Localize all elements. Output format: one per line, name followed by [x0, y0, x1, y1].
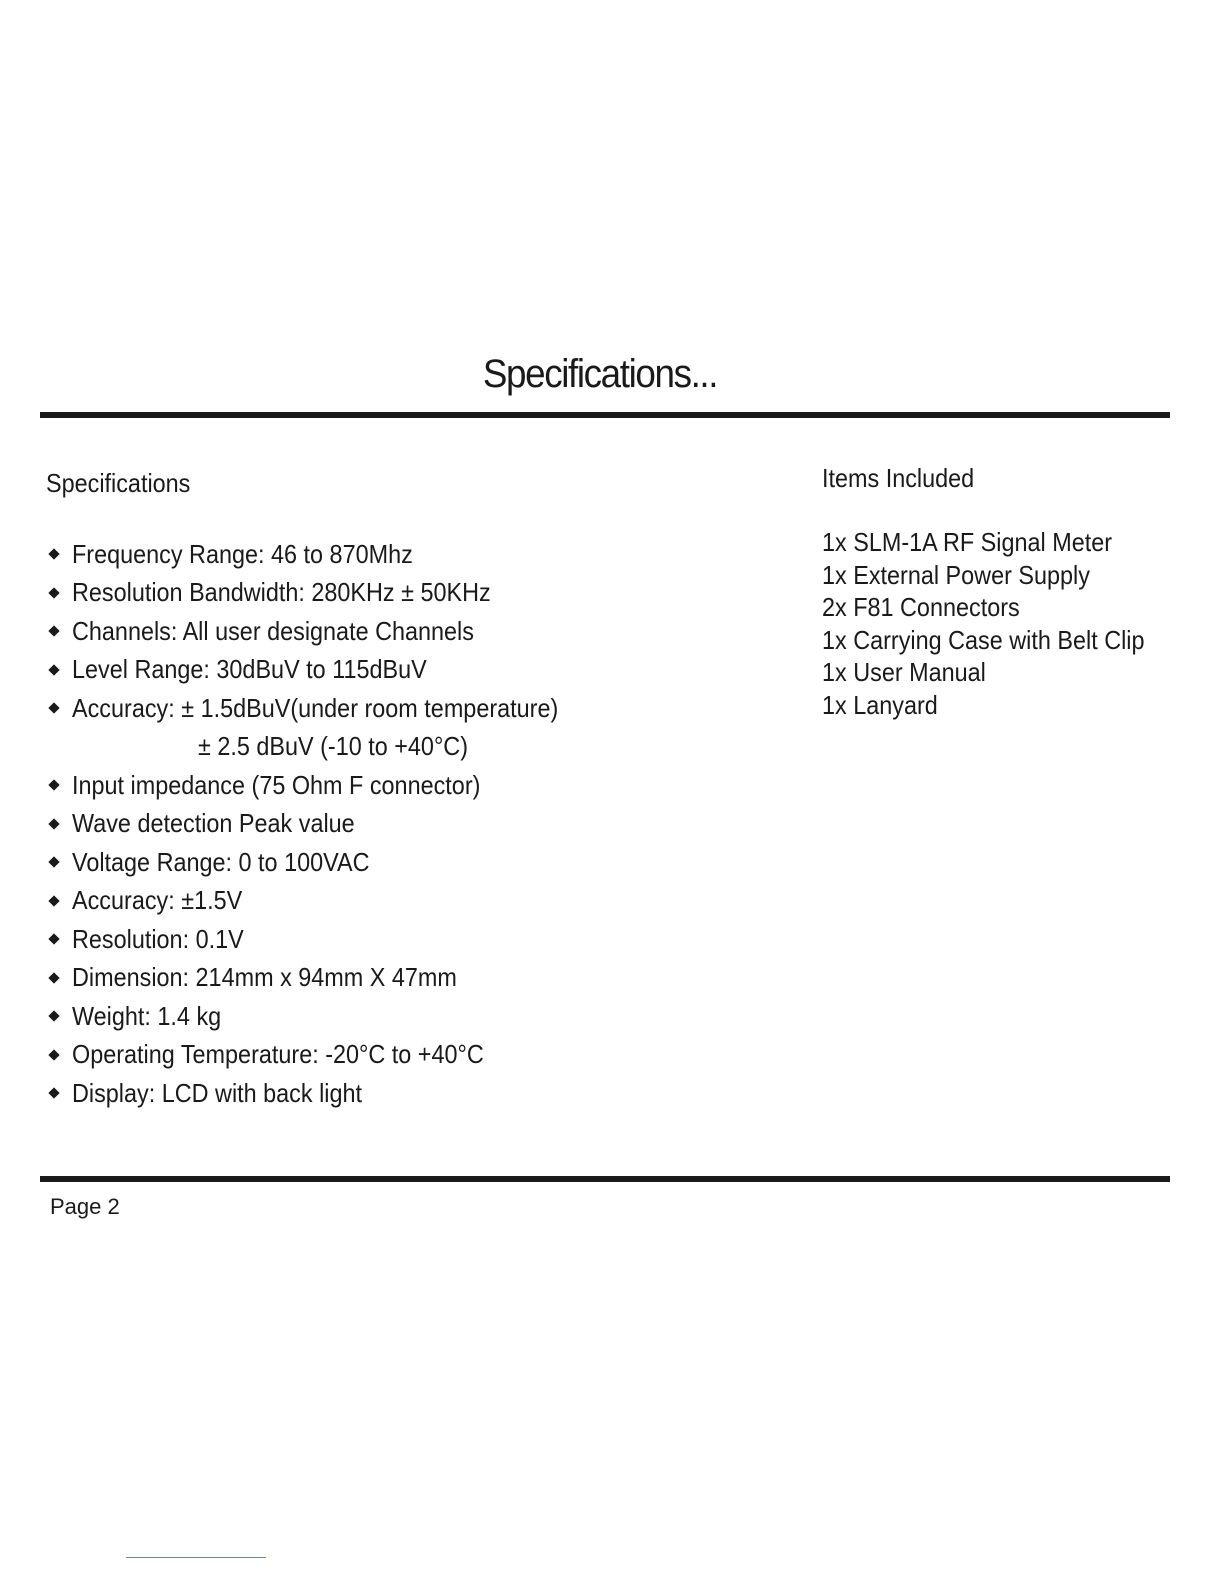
spec-item-text: Accuracy: ±1.5V: [72, 885, 243, 916]
diamond-bullet-icon: [48, 703, 59, 714]
diamond-bullet-icon: [48, 895, 59, 906]
diamond-bullet-icon: [48, 549, 59, 560]
spec-item-text: Channels: All user designate Channels: [72, 615, 474, 646]
included-item: 1x External Power Supply: [822, 559, 1090, 590]
spec-item: [46, 535, 612, 574]
items-included-heading: Items Included: [822, 463, 975, 493]
spec-item: [46, 612, 612, 651]
spec-item-text: Display: LCD with back light: [72, 1077, 363, 1108]
diamond-bullet-icon: [48, 780, 59, 791]
spec-item-text: Resolution: 0.1V: [72, 923, 244, 954]
items-included-list: [822, 527, 1180, 723]
top-divider: [40, 412, 1170, 418]
diamond-bullet-icon: [48, 1088, 59, 1099]
included-item: 1x Carrying Case with Belt Clip: [822, 624, 1145, 655]
diamond-bullet-icon: [48, 1049, 59, 1060]
spec-item-text: Operating Temperature: -20°C to +40°C: [72, 1039, 484, 1070]
included-item: 1x Lanyard: [822, 689, 938, 720]
diamond-bullet-icon: [48, 818, 59, 829]
spec-item-text: Wave detection Peak value: [72, 808, 355, 839]
specifications-heading: Specifications: [46, 468, 191, 498]
diamond-bullet-icon: [48, 587, 59, 598]
spec-item: [46, 920, 612, 959]
diamond-bullet-icon: [48, 664, 59, 675]
spec-item: [46, 843, 612, 882]
link-underline: [126, 1557, 266, 1558]
diamond-bullet-icon: [48, 626, 59, 637]
page-title: Specifications...: [482, 352, 718, 396]
spec-item: [46, 651, 612, 690]
spec-item: [46, 805, 612, 844]
bottom-divider: [40, 1176, 1170, 1182]
diamond-bullet-icon: [48, 934, 59, 945]
spec-item-text: Voltage Range: 0 to 100VAC: [72, 846, 370, 877]
spec-item-text: Resolution Bandwidth: 280KHz ± 50KHz: [72, 577, 491, 608]
spec-item: [46, 689, 612, 728]
included-item: 1x SLM-1A RF Signal Meter: [822, 527, 1113, 557]
diamond-bullet-icon: [48, 1011, 59, 1022]
diamond-bullet-icon: [48, 857, 59, 868]
spec-item-text: Input impedance (75 Ohm F connector): [72, 769, 481, 800]
spec-item-text: Dimension: 214mm x 94mm X 47mm: [72, 962, 457, 993]
spec-item: [46, 1036, 612, 1075]
specifications-list: [46, 535, 612, 1113]
spec-item-text: ± 2.5 dBuV (-10 to +40°C): [198, 731, 468, 762]
spec-item-text: Accuracy: ± 1.5dBuV(under room temperature): [72, 692, 559, 723]
spec-item: [46, 882, 612, 921]
spec-item-text: Level Range: 30dBuV to 115dBuV: [72, 654, 427, 685]
spec-item-text: Weight: 1.4 kg: [72, 1000, 222, 1031]
spec-item: [46, 766, 612, 805]
spec-item: [46, 1074, 612, 1113]
diamond-bullet-icon: [48, 972, 59, 983]
spec-item: [46, 959, 612, 998]
included-item: 2x F81 Connectors: [822, 592, 1020, 623]
spec-item: [46, 574, 612, 613]
spec-item-text: Frequency Range: 46 to 870Mhz: [72, 538, 413, 569]
page-number: Page 2: [50, 1194, 120, 1219]
spec-item: [46, 997, 612, 1036]
included-item: 1x User Manual: [822, 657, 986, 688]
spec-item: [46, 728, 612, 767]
